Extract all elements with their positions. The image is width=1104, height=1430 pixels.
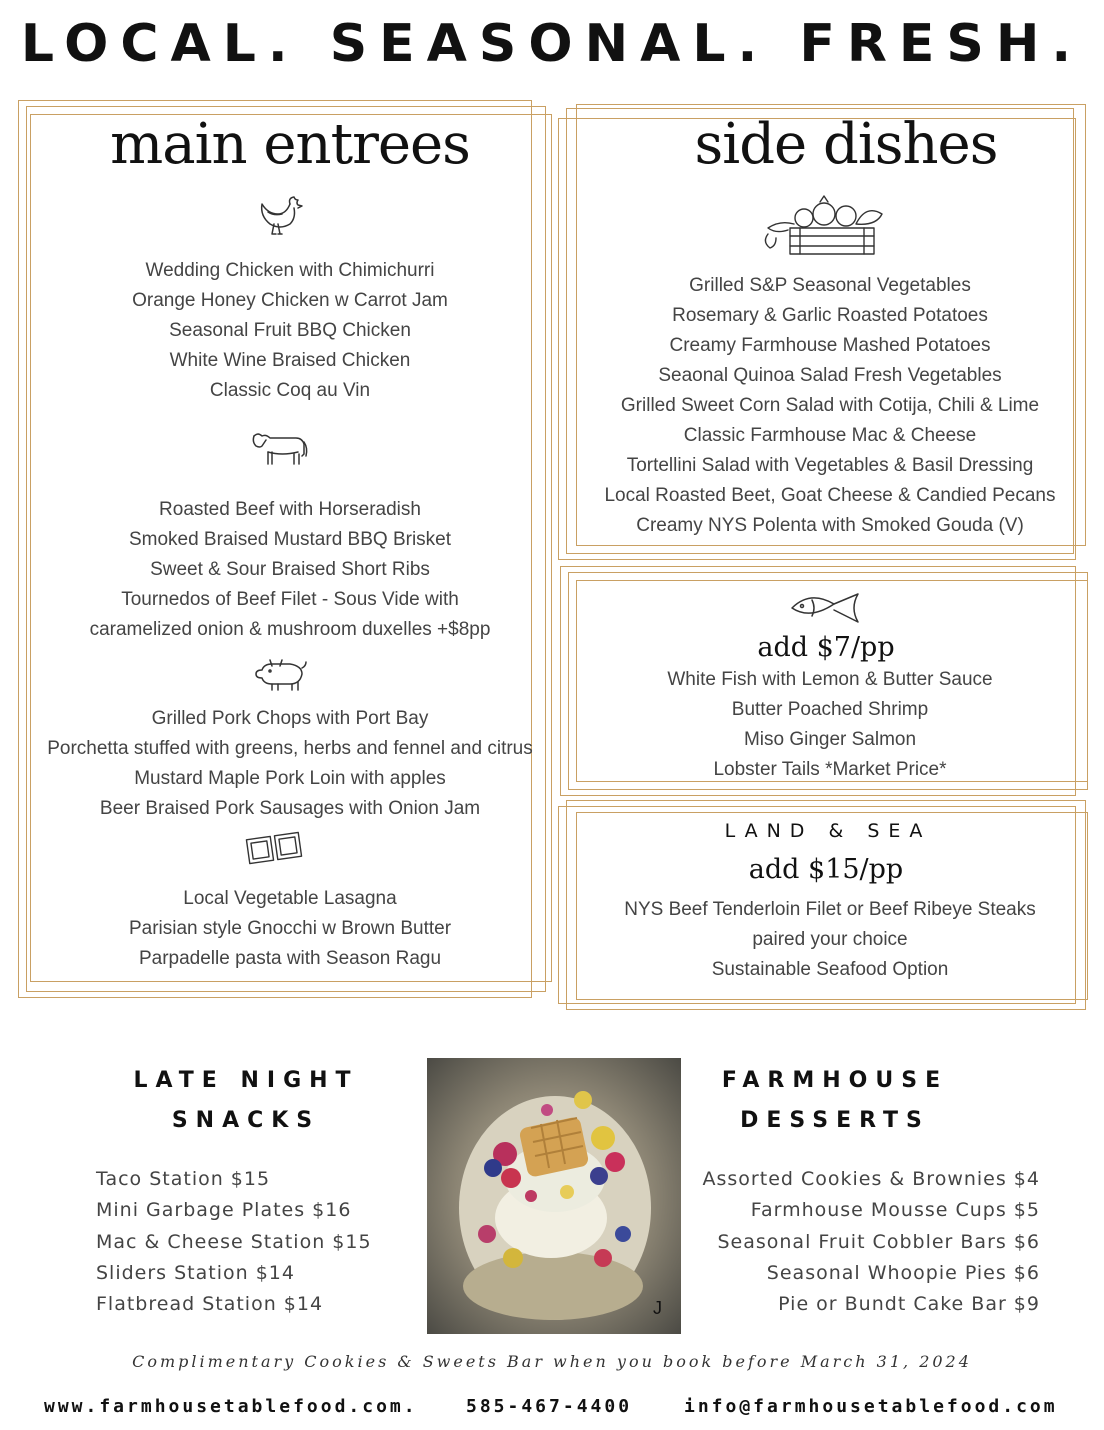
list-item: Parpadelle pasta with Season Ragu [138,948,442,969]
late-night-title-line2: SNACKS [171,1108,321,1133]
entrees-title: main entrees [110,112,470,177]
list-item: Sliders Station $14 [96,1261,295,1284]
list-item: Grilled S&P Seasonal Vegetables [689,275,971,296]
vegetable-crate-icon [760,194,896,258]
list-item: Roasted Beef with Horseradish [159,499,421,520]
promo-tagline: Complimentary Cookies & Sweets Bar when you book before March 31, 2024 [132,1352,972,1371]
chicken-list [30,256,550,406]
late-night-list [96,1164,372,1320]
seafood-price: add $7/pp [757,632,895,663]
desserts-title-line1: FARMHOUSE [721,1068,949,1093]
list-item: Grilled Pork Chops with Port Bay [151,708,429,729]
list-item: Seasonal Fruit Cobbler Bars $6 [717,1230,1040,1253]
list-item: Local Roasted Beet, Goat Cheese & Candied Pecans [604,485,1056,506]
page-headline: LOCAL. SEASONAL. FRESH. [20,14,1084,74]
list-item: caramelized onion & mushroom duxelles +$8pp [89,619,491,640]
land-sea-title: LAND & SEA [724,820,932,842]
list-item: Beer Braised Pork Sausages with Onion Jam [99,798,481,819]
cow-icon [250,428,310,468]
list-item: NYS Beef Tenderloin Filet or Beef Ribeye Steaks [624,899,1036,920]
list-item: Tortellini Salad with Vegetables & Basil Dressing [626,455,1034,476]
list-item: Pie or Bundt Cake Bar $9 [778,1293,1040,1316]
land-sea-list [566,895,1094,985]
list-item: Miso Ginger Salmon [743,729,917,750]
list-item: Seaonal Quinoa Salad Fresh Vegetables [658,365,1002,386]
list-item: Butter Poached Shrimp [731,699,929,720]
list-item: Classic Coq au Vin [209,380,371,401]
pasta-list [30,884,550,974]
list-item: Lobster Tails *Market Price* [713,759,947,780]
land-sea-price: add $15/pp [748,854,904,885]
list-item: Orange Honey Chicken w Carrot Jam [132,290,448,311]
list-item: Wedding Chicken with Chimichurri [145,260,435,281]
list-item: Sustainable Seafood Option [711,959,949,980]
list-item: Local Vegetable Lasagna [183,888,397,909]
list-item: Mac & Cheese Station $15 [96,1230,372,1253]
chicken-icon [256,194,306,240]
list-item: Smoked Braised Mustard BBQ Brisket [128,529,452,550]
list-item: Creamy Farmhouse Mashed Potatoes [669,335,991,356]
list-item: Grilled Sweet Corn Salad with Cotija, Chili & Lime [620,395,1040,416]
ravioli-icon [244,830,306,868]
list-item: Seasonal Whoopie Pies $6 [766,1261,1040,1284]
website-link[interactable]: www.farmhousetablefood.com. [44,1396,418,1417]
late-night-title-line1: LATE NIGHT [133,1068,359,1093]
list-item: Rosemary & Garlic Roasted Potatoes [672,305,988,326]
list-item: White Fish with Lemon & Butter Sauce [667,669,993,690]
list-item: Porchetta stuffed with greens, herbs and fennel and citrus [47,738,533,759]
list-item: Mustard Maple Pork Loin with apples [134,768,446,789]
email-link[interactable]: info@farmhousetablefood.com [684,1396,1058,1417]
desserts-title-line2: DESSERTS [740,1108,930,1133]
list-item: Tournedos of Beef Filet - Sous Vide with [121,589,459,610]
sides-title: side dishes [694,112,998,177]
pig-icon [254,656,308,692]
sides-list [566,271,1094,541]
list-item: Mini Garbage Plates $16 [96,1199,352,1222]
fish-icon [788,590,864,626]
list-item: Classic Farmhouse Mac & Cheese [683,425,977,446]
photo-watermark: J [653,1298,662,1318]
pork-list [30,704,550,824]
list-item: Parisian style Gnocchi w Brown Butter [128,918,452,939]
list-item: Flatbread Station $14 [96,1293,324,1316]
seafood-list [566,665,1094,785]
list-item: Seasonal Fruit BBQ Chicken [169,320,411,341]
list-item: Sweet & Sour Braised Short Ribs [150,559,430,580]
list-item: Taco Station $15 [96,1168,271,1190]
list-item: Assorted Cookies & Brownies $4 [702,1168,1040,1190]
desserts-list [640,1164,1040,1320]
list-item: Farmhouse Mousse Cups $5 [750,1199,1040,1222]
list-item: paired your choice [752,929,908,950]
list-item: Creamy NYS Polenta with Smoked Gouda (V) [636,515,1024,536]
list-item: White Wine Braised Chicken [169,350,411,371]
beef-list [30,495,550,645]
phone-number[interactable]: 585-467-4400 [466,1396,633,1417]
